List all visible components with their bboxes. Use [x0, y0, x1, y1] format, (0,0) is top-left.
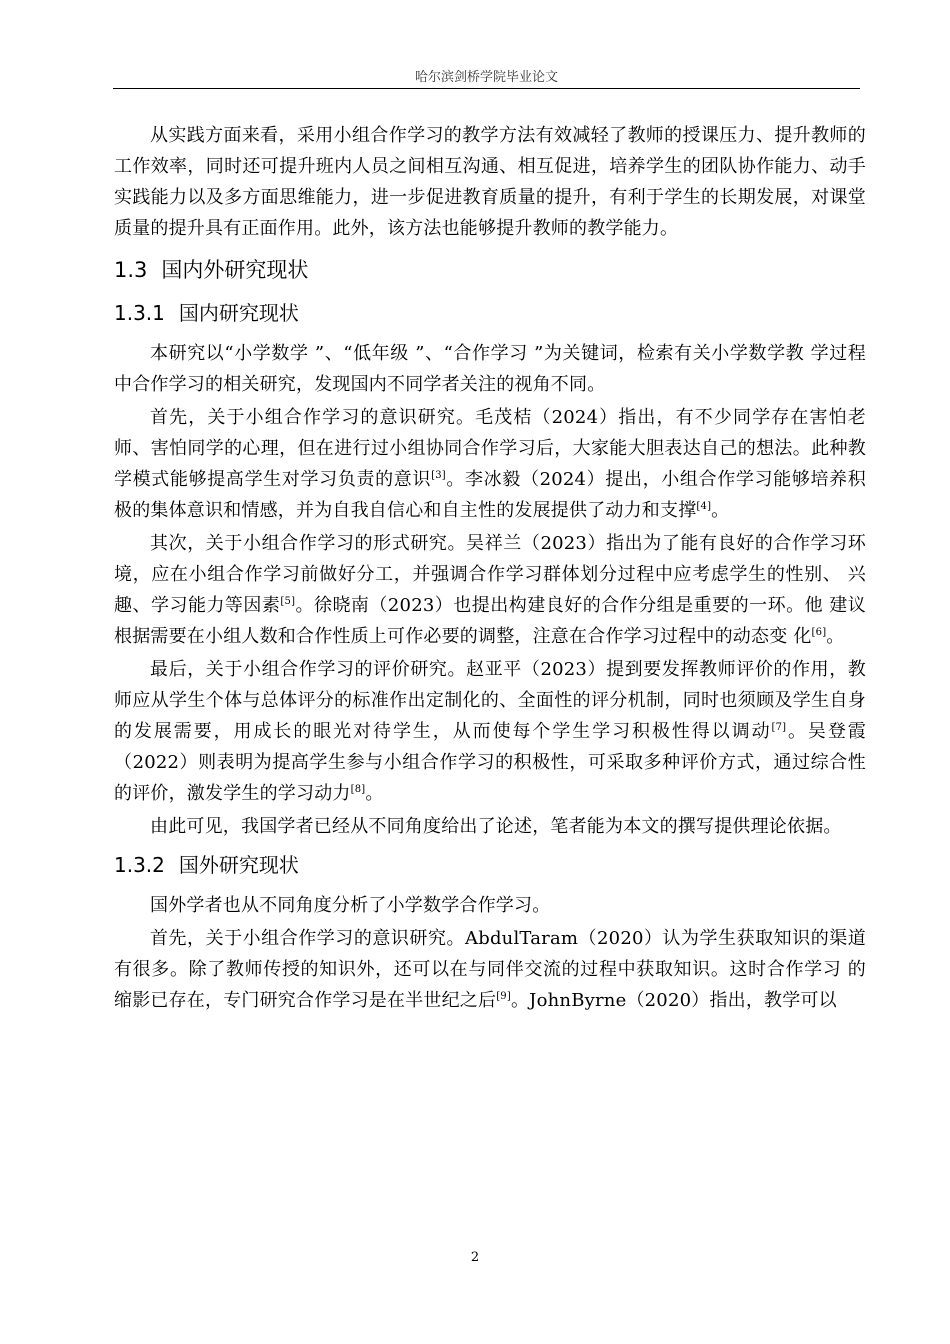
- citation-ref: [8]: [350, 784, 366, 795]
- paragraph-text: 。JohnByrne（2020）指出，教学可以: [510, 990, 837, 1011]
- foreign-paragraph-1: 国外学者也从不同角度分析了小学数学合作学习。: [150, 895, 551, 916]
- domestic-paragraph-5: 由此可见，我国学者已经从不同角度给出了论述，笔者能为本文的撰写提供理论依据。: [150, 816, 842, 837]
- paragraph-text: 其次，关于小组合作学习的形式研究。吴祥兰（2023）指出为了能有良好的合作学习环境，应在小组合作学习前做好分工，并强调合作学习群体划分过程中应考虑学生的性别、 兴趣、学习能力等因素: [114, 533, 866, 616]
- citation-ref: [3]: [431, 470, 446, 481]
- paragraph-text: 。李冰毅（2024）提出，小组合作学习能够培养积极的集体意识和情感，并为自我自信心和自主性的发展提供了动力和支撑: [114, 469, 866, 521]
- foreign-paragraph-2: [114, 923, 866, 1016]
- paragraph-text: 。徐晓南（2023）也提出构建良好的合作分组是重要的一环。他 建议根据需要在小组人数和合作性质上可作必要的调整，注意在合作学习过程中的动态变 化: [114, 595, 866, 647]
- subsection-heading-1-3-1: [114, 294, 866, 332]
- citation-ref: [9]: [496, 991, 511, 1002]
- subsection-number: 1.3.1: [114, 301, 165, 325]
- section-heading-1-3: [114, 250, 866, 290]
- paragraph-text: 首先，关于小组合作学习的意识研究。毛茂桔（2024）指出，有不少同学存在害怕老师、害怕同学的心理，但在进行过小组协同合作学习后，大家能大胆表达自己的想法。此种教学模式能够提高学生对学习负责的意识: [114, 407, 866, 490]
- citation-ref: [4]: [696, 501, 712, 512]
- domestic-paragraph-1: 本研究以“小学数学 ”、“低年级 ”、“合作学习 ”为关键词，检索有关小学数学教 学过程中合作学习的相关研究，发现国内不同学者关注的视角不同。: [114, 343, 866, 395]
- subsection-number: 1.3.2: [114, 853, 165, 877]
- paragraph-text: 最后，关于小组合作学习的评价研究。赵亚平（2023）提到要发挥教师评价的作用，教师应从学生个体与总体评分的标准作出定制化的、全面性的评分机制，同时也须顾及学生自身的发展需要，用成长的眼光对待学生，从而使每个学生学习积极性得以调动: [114, 659, 866, 742]
- page-content: [114, 120, 866, 1016]
- section-title: 国内外研究现状: [161, 258, 309, 282]
- domestic-paragraph-3: [114, 528, 866, 652]
- page-header: 哈尔滨剑桥学院毕业论文: [414, 70, 558, 85]
- citation-ref: [5]: [280, 596, 296, 607]
- header-divider: [113, 88, 860, 89]
- paragraph-text: 。吴登霞（2022）则表明为提高学生参与小组合作学习的积极性，可采取多种评价方式，通过综合性的评价，激发学生的学习动力: [114, 721, 866, 804]
- paragraph-text: 。: [826, 626, 845, 647]
- subsection-heading-1-3-2: [114, 846, 866, 884]
- citation-ref: [6]: [811, 627, 827, 638]
- paragraph-text: 。: [711, 500, 730, 521]
- page-number: 2: [470, 1250, 480, 1265]
- paragraph-text: 首先，关于小组合作学习的意识研究。AbdulTaram（2020）认为学生获取知识的渠道 有很多。除了教师传授的知识外，还可以在与同伴交流的过程中获取知识。这时合作学习 的缩影已存在，专门研究合作学习是在半世纪之后: [114, 928, 866, 1011]
- domestic-paragraph-2: [114, 402, 866, 526]
- subsection-title: 国内研究现状: [178, 301, 299, 325]
- domestic-paragraph-4: [114, 654, 866, 809]
- section-number: 1.3: [114, 258, 148, 282]
- intro-paragraph: 从实践方面来看，采用小组合作学习的教学方法有效减轻了教师的授课压力、提升教师的工作效率，同时还可提升班内人员之间相互沟通、相互促进，培养学生的团队协作能力、动手实践能力以及多方面思维能力，进一步促进教育质量的提升，有利于学生的长期发展，对课堂质量的提升具有正面作用。此外，该方法也能够提升教师的教学能力。: [114, 125, 866, 239]
- paragraph-text: 。: [365, 783, 384, 804]
- citation-ref: [7]: [771, 722, 787, 733]
- subsection-title: 国外研究现状: [178, 853, 299, 877]
